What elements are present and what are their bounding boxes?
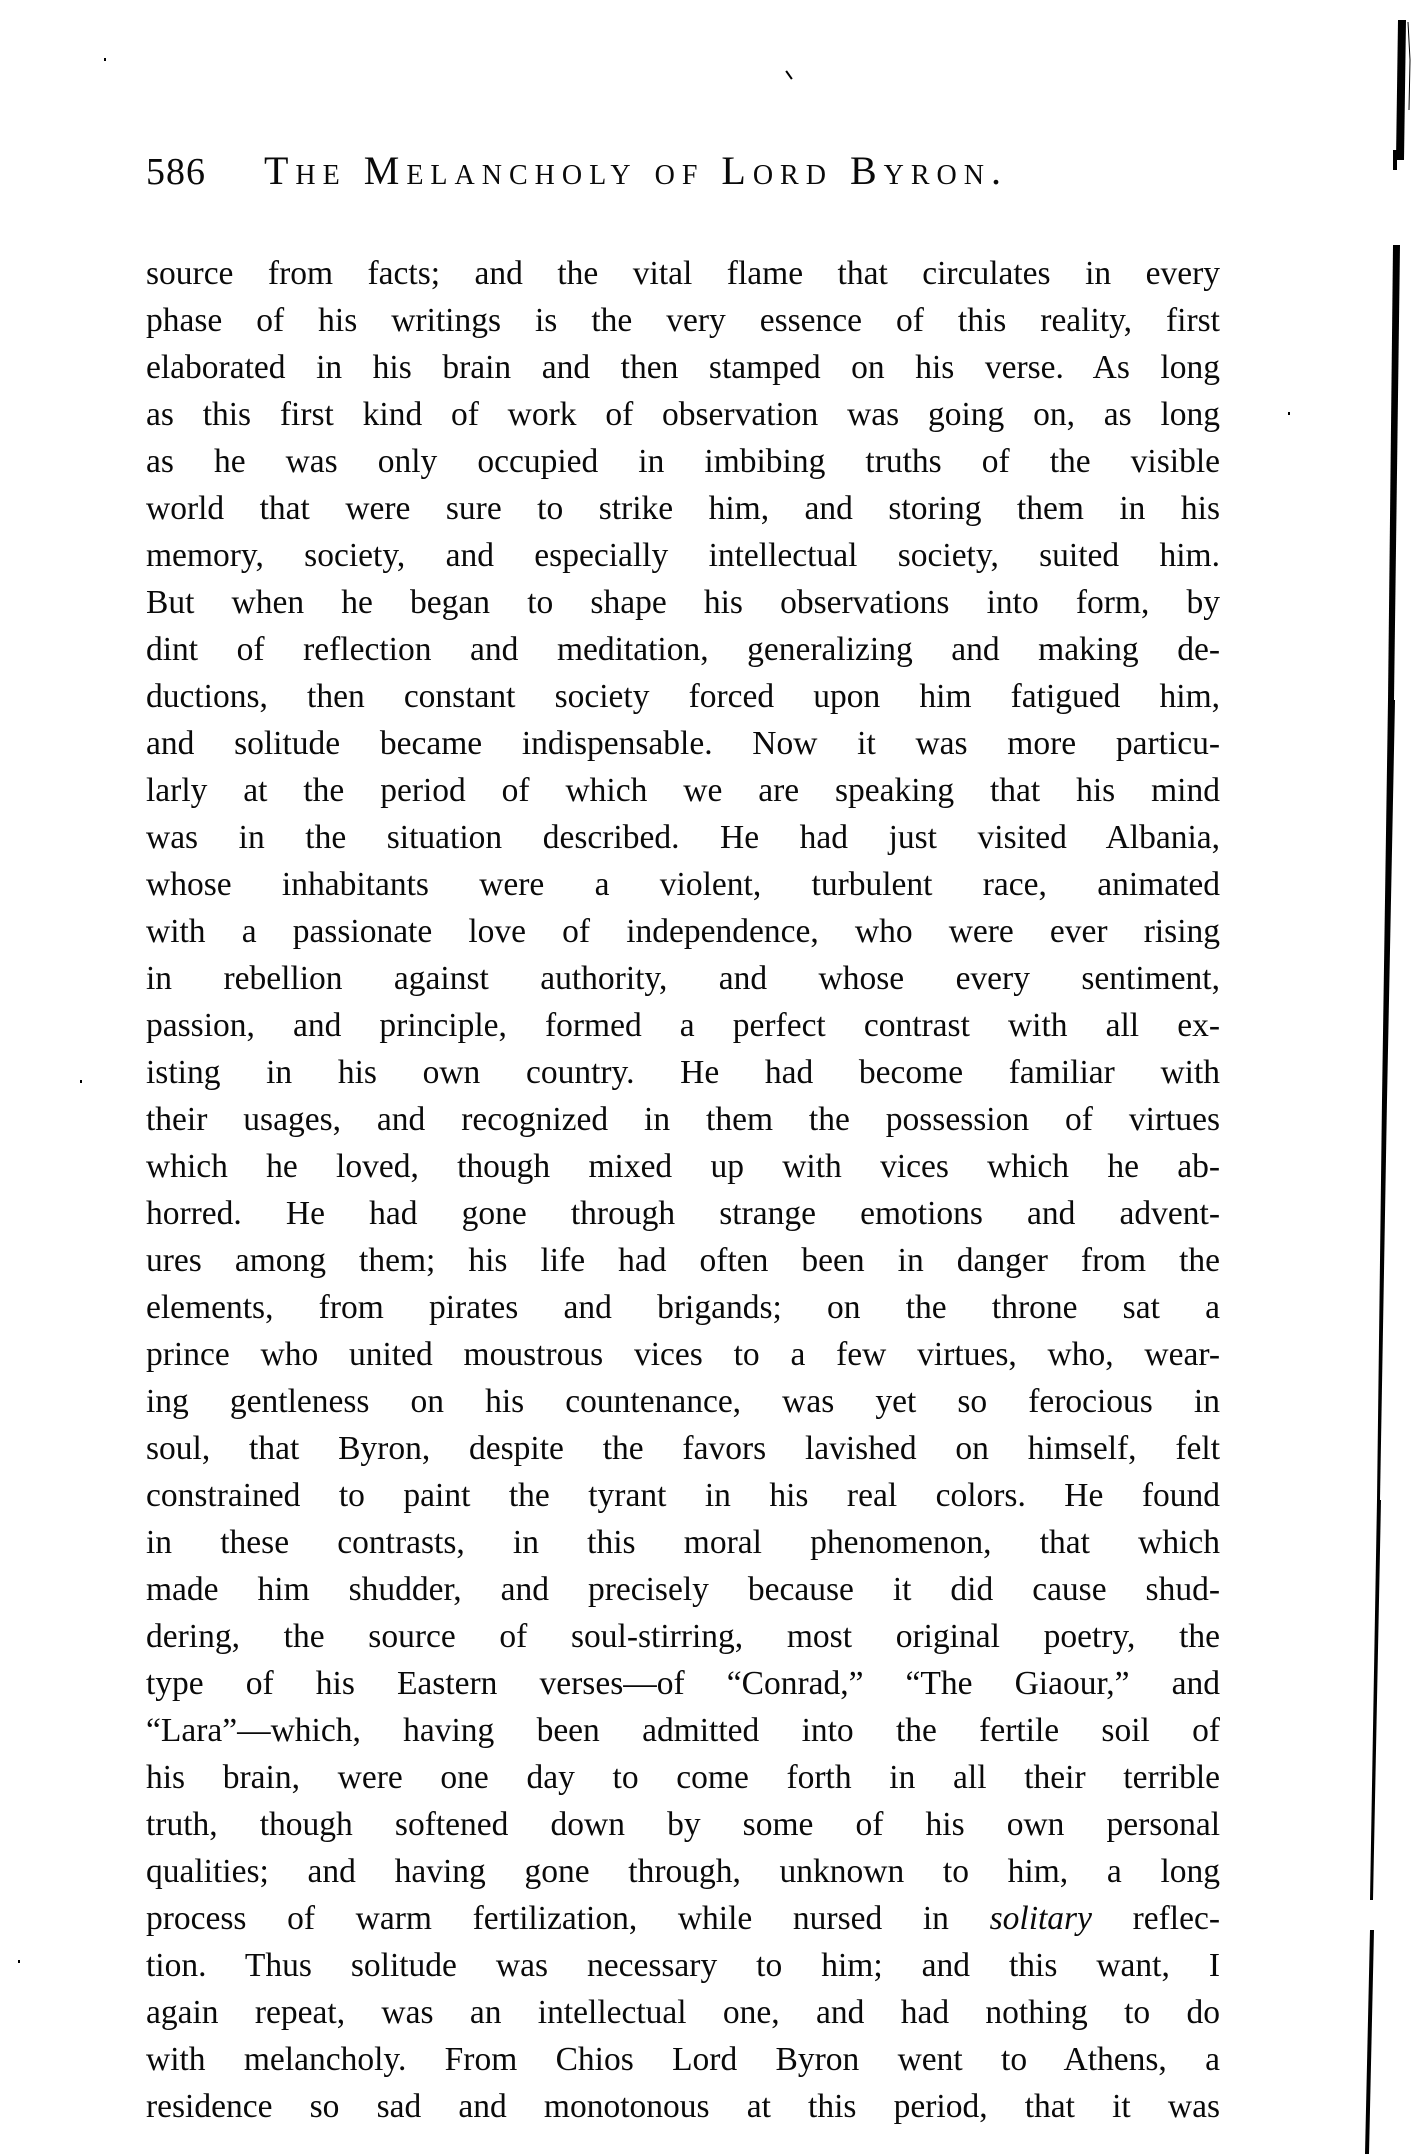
text-line-with-italic [146, 1895, 1220, 1942]
text-line: memory, society, and especially intellectual society, suited him. [146, 537, 1220, 574]
text-line: with melancholy. From Chios Lord Byron went to Athens, a [146, 2041, 1220, 2078]
text-line: residence so sad and monotonous at this period, that it was [146, 2088, 1220, 2125]
text-line: But when he began to shape his observations into form, by [146, 584, 1220, 621]
text-line: isting in his own country. He had become familiar with [146, 1054, 1220, 1091]
text-line: ures among them; his life had often been in danger from the [146, 1242, 1220, 1279]
page-number: 586 [146, 151, 206, 193]
text-line: as this first kind of work of observation was going on, as long [146, 396, 1220, 433]
scan-speck [18, 1960, 20, 1963]
text-line: was in the situation described. He had just visited Albania, [146, 819, 1220, 856]
page-edge-shadow [1340, 0, 1413, 2154]
text-line: their usages, and recognized in them the possession of virtues [146, 1101, 1220, 1138]
text-line: again repeat, was an intellectual one, and had nothing to do [146, 1994, 1220, 2031]
text-line: and solitude became indispensable. Now it was more particu- [146, 725, 1220, 762]
text-line: larly at the period of which we are speaking that his mind [146, 772, 1220, 809]
italic-word: solitary [989, 1900, 1092, 1937]
text-line: tion. Thus solitude was necessary to him; and this want, I [146, 1947, 1220, 1984]
text-line: ing gentleness on his countenance, was yet so ferocious in [146, 1383, 1220, 1420]
text-line: in these contrasts, in this moral phenomenon, that which [146, 1524, 1220, 1561]
text-line: dint of reflection and meditation, generalizing and making de- [146, 631, 1220, 668]
text-line: source from facts; and the vital flame that circulates in every [146, 255, 1220, 292]
text-line: elements, from pirates and brigands; on the throne sat a [146, 1289, 1220, 1326]
text-line: constrained to paint the tyrant in his real colors. He found [146, 1477, 1220, 1514]
text-line: made him shudder, and precisely because it did cause shud- [146, 1571, 1220, 1608]
text-line: soul, that Byron, despite the favors lavished on himself, felt [146, 1430, 1220, 1467]
scan-speck [1288, 412, 1290, 415]
text-line: elaborated in his brain and then stamped on his verse. As long [146, 349, 1220, 386]
scan-speck [104, 58, 106, 61]
text-line: qualities; and having gone through, unknown to him, a long [146, 1853, 1220, 1890]
text-line: dering, the source of soul-stirring, most original poetry, the [146, 1618, 1220, 1655]
body-text [146, 250, 1220, 2130]
text-line: ductions, then constant society forced upon him fatigued him, [146, 678, 1220, 715]
scan-speck [785, 70, 792, 79]
text-line: horred. He had gone through strange emotions and advent- [146, 1195, 1220, 1232]
text-line: passion, and principle, formed a perfect contrast with all ex- [146, 1007, 1220, 1044]
text-line: “Lara”—which, having been admitted into the fertile soil of [146, 1712, 1220, 1749]
text-line: as he was only occupied in imbibing truths of the visible [146, 443, 1220, 480]
text-line: his brain, were one day to come forth in all their terrible [146, 1759, 1220, 1796]
text-line: in rebellion against authority, and whose every sentiment, [146, 960, 1220, 997]
text-segment: reflec- [1132, 1900, 1220, 1937]
text-segment: process of warm fertilization, while nursed in [146, 1900, 949, 1937]
running-header [146, 146, 1146, 196]
text-line: prince who united moustrous vices to a few virtues, who, wear- [146, 1336, 1220, 1373]
running-title: The Melancholy of Lord Byron. [264, 148, 1008, 193]
text-line: whose inhabitants were a violent, turbulent race, animated [146, 866, 1220, 903]
text-line: phase of his writings is the very essence of this reality, first [146, 302, 1220, 339]
text-line: world that were sure to strike him, and storing them in his [146, 490, 1220, 527]
text-line: which he loved, though mixed up with vices which he ab- [146, 1148, 1220, 1185]
text-line: type of his Eastern verses—of “Conrad,” “The Giaour,” and [146, 1665, 1220, 1702]
scan-speck [80, 1080, 82, 1083]
text-line: truth, though softened down by some of his own personal [146, 1806, 1220, 1843]
text-line: with a passionate love of independence, who were ever rising [146, 913, 1220, 950]
